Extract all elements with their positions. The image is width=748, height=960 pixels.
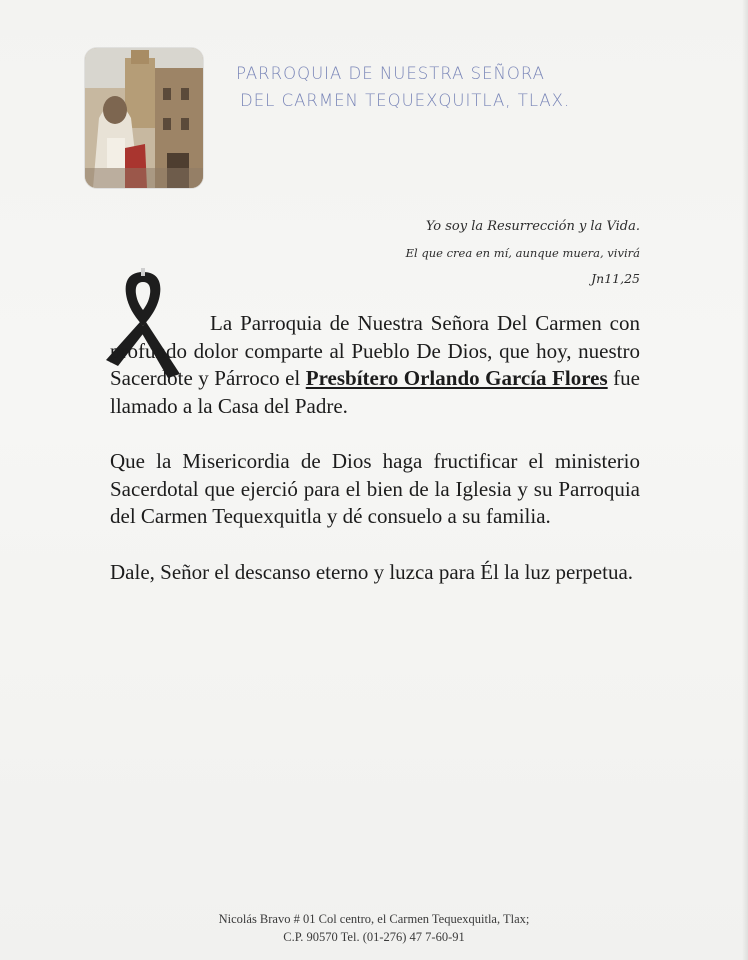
church-and-virgin-photo [85,48,203,188]
mercy-paragraph: Que la Misericordia de Dios haga fructificar el ministerio Sacerdotal que ejerció para el bien de la Iglesia y su Parroquia del Carmen Tequexquitla y dé consuelo a su familia. [110,449,640,528]
priest-name: Presbítero Orlando García Flores [305,366,608,390]
verse-line1: Yo soy la Resurrección y la Vida. [425,219,640,234]
letter-body [110,310,640,586]
address-line: Nicolás Bravo # 01 Col centro, el Carmen Tequexquitla, Tlax; [218,912,530,926]
postal-phone-line: C.P. 90570 Tel. (01-276) 47 7-60-91 [283,930,465,944]
parish-name-line2: DEL CARMEN TEQUEXQUITLA, TLAX. [240,91,571,110]
verse-reference: Jn11,25 [591,271,640,286]
parish-header [236,60,656,114]
intro-paragraph [110,310,640,420]
bible-verse [406,213,640,292]
intro-text-start: La Parroquia de Nuestra Señora Del Carmen con profundo dolor comparte al Pueblo De Dios, que hoy, nuestro Sacerdote y Párroco el [110,311,640,390]
prayer-paragraph: Dale, Señor el descanso eterno y luzca para Él la luz perpetua. [110,559,634,584]
church-photo [85,48,203,188]
parish-name-line1: PARROQUIA DE NUESTRA SEÑORA [236,64,545,83]
address-footer [0,910,748,946]
verse-line2: El que crea en mí, aunque muera, vivirá [405,246,640,260]
intro-text-end: fue llamado a la Casa del Padre. [110,366,640,418]
